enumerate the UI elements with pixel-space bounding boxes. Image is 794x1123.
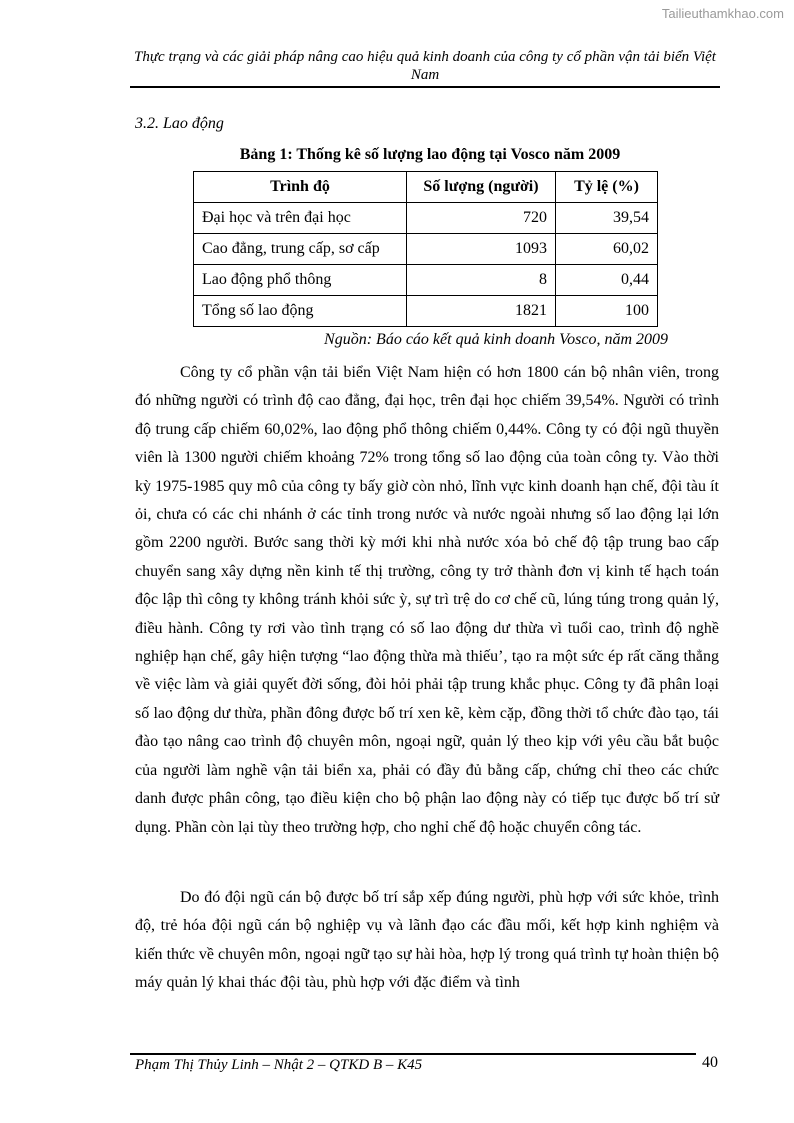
page-number: 40 [702, 1054, 718, 1071]
table-source-note: Nguồn: Báo cáo kết quả kinh doanh Vosco, năm 2009 [324, 331, 668, 348]
row-label: Cao đẳng, trung cấp, sơ cấp [194, 234, 407, 265]
row-count: 1821 [407, 296, 556, 327]
labor-statistics-table [193, 171, 658, 327]
watermark: Tailieuthamkhao.com [661, 6, 784, 21]
row-label: Đại học và trên đại học [194, 203, 407, 234]
footer-divider [130, 1053, 696, 1055]
header-divider [130, 86, 720, 88]
section-heading: 3.2. Lao động [135, 115, 224, 132]
row-label: Tổng số lao động [194, 296, 407, 327]
row-percent: 60,02 [556, 234, 658, 265]
column-header-percent: Tỷ lệ (%) [556, 172, 658, 203]
table-row [194, 296, 658, 327]
row-count: 8 [407, 265, 556, 296]
row-percent: 100 [556, 296, 658, 327]
row-count: 720 [407, 203, 556, 234]
table-row [194, 234, 658, 265]
page-header: Thực trạng và các giải pháp nâng cao hiệu quả kinh doanh của công ty cổ phần vận tải biển Việt Nam [134, 49, 716, 83]
row-label: Lao động phổ thông [194, 265, 407, 296]
body-paragraph: Do đó đội ngũ cán bộ được bố trí sắp xếp đúng người, phù hợp với sức khỏe, trình độ, trẻ hóa đội ngũ cán bộ nghiệp vụ và lãnh đạo các đầu mối, kết hợp kinh nghiệm và kiến thức về chuyên môn, ngoại ngữ tạo sự hài hòa, hợp lý trong quá trình tự hoàn thiện bộ máy quản lý khai thác đội tàu, phù hợp với đặc điểm và tình [135, 889, 719, 992]
table-row [194, 265, 658, 296]
table-caption: Bảng 1: Thống kê số lượng lao động tại Vosco năm 2009 [239, 146, 621, 163]
row-percent: 0,44 [556, 265, 658, 296]
table-row [194, 203, 658, 234]
row-percent: 39,54 [556, 203, 658, 234]
table-header-row [194, 172, 658, 203]
body-paragraph: Công ty cổ phần vận tải biển Việt Nam hiện có hơn 1800 cán bộ nhân viên, trong đó những người có trình độ cao đẳng, đại học, trên đại học chiếm 39,54%. Người có trình độ trung cấp chiếm 60,02%, lao động phổ thông chiếm 0,44%. Công ty có đội ngũ thuyền viên là 1300 người chiếm khoảng 72% trong tổng số lao động của toàn công ty. Vào thời kỳ 1975-1985 quy mô của công ty bấy giờ còn nhỏ, lĩnh vực kinh doanh hạn chế, đội tàu ít ỏi, chưa có các chi nhánh ở các tỉnh trong nước và nước ngoài nhưng số lao động lại lớn gồm 2200 người. Bước sang thời kỳ mới khi nhà nước xóa bỏ chế độ tập trung bao cấp chuyển sang xây dựng nền kinh tế thị trường, công ty trở thành đơn vị kinh tế hạch toán độc lập thì công ty không tránh khỏi sức ỳ, sự trì trệ do cơ chế cũ, lúng túng trong quản lý, điều hành. Công ty rơi vào tình trạng có số lao động dư thừa vì tuổi cao, trình độ nghề nghiệp hạn chế, gây hiện tượng “lao động thừa mà thiếu’, tạo ra một sức ép rất căng thẳng về việc làm và giải quyết đời sống, đòi hỏi phải tập trung khắc phục. Công ty đã phân loại số lao động dư thừa, phần đông được bố trí xen kẽ, kèm cặp, đồng thời tổ chức đào tạo, tái đào tạo nâng cao trình độ chuyên môn, ngoại ngữ, quản lý theo kịp với yêu cầu bắt buộc của người làm nghề vận tải biển xa, phải có đầy đủ bằng cấp, chứng chỉ theo các chức danh được phân công, tạo điều kiện cho bộ phận lao động này có tiếp tục được bố trí sử dụng. Phần còn lại tùy theo trường hợp, cho nghỉ chế độ hoặc chuyển công tác. [135, 364, 719, 836]
column-header-level: Trình độ [194, 172, 407, 203]
column-header-count: Số lượng (người) [407, 172, 556, 203]
footer-author: Phạm Thị Thủy Linh – Nhật 2 – QTKD B – K45 [135, 1057, 423, 1073]
row-count: 1093 [407, 234, 556, 265]
